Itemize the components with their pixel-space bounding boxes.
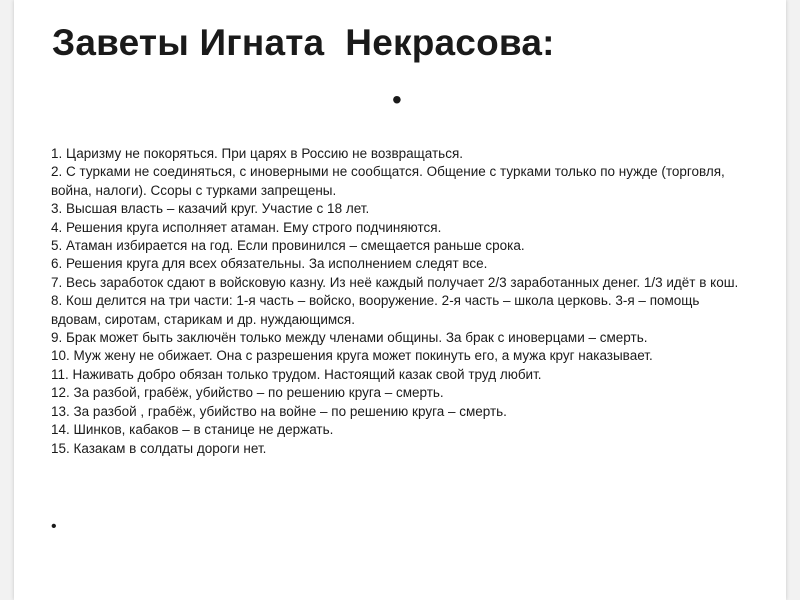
list-item: 3. Высшая власть – казачий круг. Участие с 18 лет. bbox=[51, 201, 370, 217]
list-item: 10. Муж жену не обижает. Она с разрешения круга может покинуть его, а мужа круг наказывает. bbox=[51, 348, 653, 364]
covenants-list bbox=[51, 145, 751, 458]
trailing-bullet: • bbox=[51, 518, 57, 535]
list-item: 6. Решения круга для всех обязательны. За исполнением следят все. bbox=[51, 256, 488, 272]
list-item: 12. За разбой, грабёж, убийство – по решению круга – смерть. bbox=[51, 385, 444, 401]
slide-title: Заветы Игната Некрасова: bbox=[52, 22, 555, 63]
list-item: 7. Весь заработок сдают в войсковую казну. Из неё каждый получает 2/3 заработанных денег. 1/3 идёт в кош. bbox=[51, 274, 739, 290]
list-item: 5. Атаман избирается на год. Если провинился – смещается раньше срока. bbox=[51, 238, 525, 254]
list-item: 8. Кош делится на три части: 1-я часть – войско, вооружение. 2-я часть – школа церковь. 3-я – помощь вдовам, сиротам, старикам и др. нуждающимся. bbox=[51, 293, 700, 327]
list-item: 9. Брак может быть заключён только между членами общины. За брак с иноверцами – смерть. bbox=[51, 330, 648, 346]
list-item: 1. Царизму не покоряться. При царях в Россию не возвращаться. bbox=[51, 146, 464, 161]
bullet-point: • bbox=[392, 84, 402, 115]
slide bbox=[14, 0, 786, 600]
list-item: 4. Решения круга исполняет атаман. Ему строго подчиняются. bbox=[51, 219, 442, 235]
list-item: 14. Шинков, кабаков – в станице не держать. bbox=[51, 422, 334, 438]
list-item: 15. Казакам в солдаты дороги нет. bbox=[51, 440, 267, 456]
list-item: 2. С турками не соединяться, с иноверными не сообщатся. Общение с турками только по нужде (торговля, война, налоги). Ссоры с турками запрещены. bbox=[51, 164, 725, 198]
list-item: 13. За разбой , грабёж, убийство на войне – по решению круга – смерть. bbox=[51, 403, 507, 419]
list-item: 11. Наживать добро обязан только трудом. Настоящий казак свой труд любит. bbox=[51, 366, 542, 382]
